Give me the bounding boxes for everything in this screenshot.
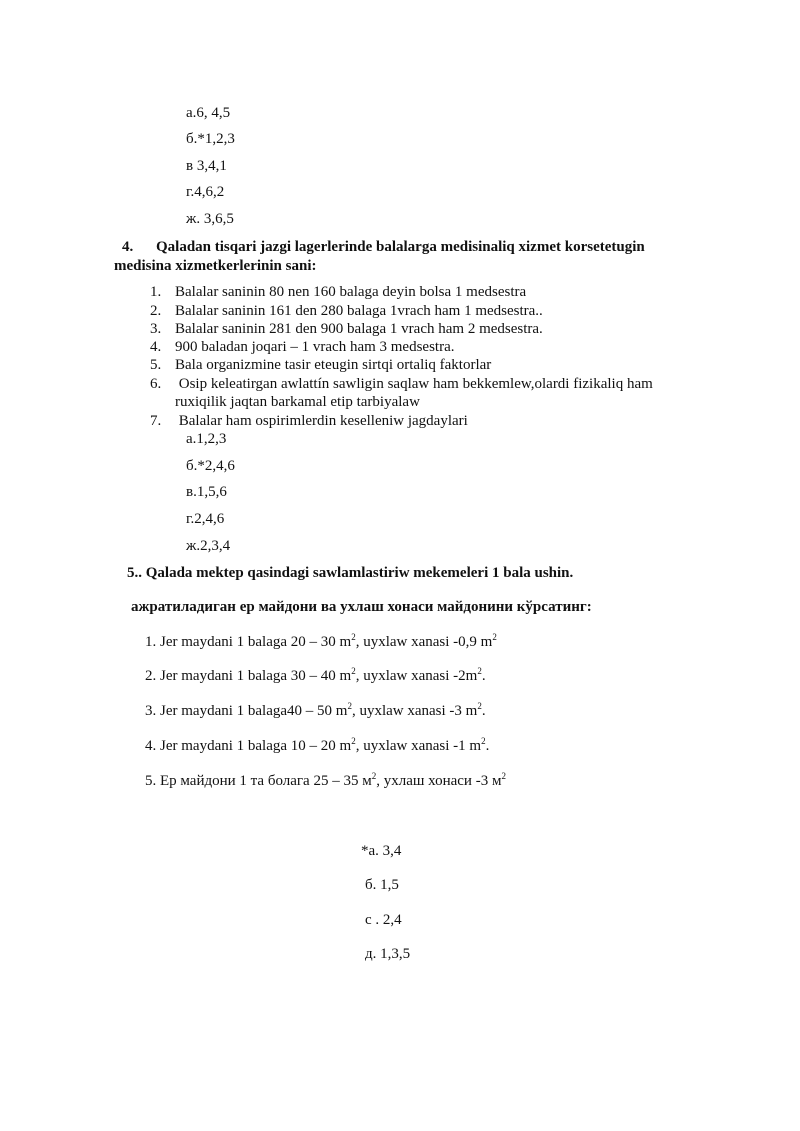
q5-item-exponent: 2 — [477, 666, 482, 676]
q4-item-text: 900 baladan joqari – 1 vrach ham 3 medsestra. — [175, 339, 455, 355]
q4-answer-a: а.1,2,3 — [186, 431, 227, 447]
q5-item-text: . — [481, 668, 486, 684]
q4-item-number: 1. — [150, 284, 162, 300]
q4-answer-c: в.1,5,6 — [186, 484, 227, 500]
q3-answer-c: в 3,4,1 — [186, 158, 227, 174]
q5-item-exponent: 2 — [501, 771, 506, 781]
q5-item-text: 5. Ер майдони 1 та болага 25 – 35 м — [145, 773, 372, 789]
q4-item-6 — [150, 375, 653, 393]
q4-item-3 — [150, 320, 543, 338]
q5-item-text: . — [485, 738, 490, 754]
q4-item-text: Osip keleatirgan awlattín sawligin saqlaw ham bekkemlew,olardi fizikaliq ham — [175, 376, 653, 392]
q4-answer-d: г.2,4,6 — [186, 511, 225, 527]
q5-item-exponent: 2 — [351, 632, 356, 642]
q4-item-5 — [150, 356, 491, 374]
q3-answer-d: г.4,6,2 — [186, 184, 225, 200]
q5-item-text: , uyxlaw xanasi -0,9 m — [355, 634, 493, 650]
q5-item-text: 3. Jer maydani 1 balaga40 – 50 m — [145, 703, 348, 719]
q4-item-4 — [150, 338, 455, 356]
q4-item-number: 4. — [150, 339, 162, 355]
q4-answer-b: б.*2,4,6 — [186, 458, 235, 474]
q5-item-text: , uyxlaw xanasi -3 m — [351, 703, 478, 719]
q5-item-exponent: 2 — [481, 736, 486, 746]
q5-item-4 — [145, 737, 489, 755]
q4-item-number: 6. — [150, 376, 162, 392]
q5-item-text: , uyxlaw xanasi -2m — [355, 668, 478, 684]
q4-item-text: Balalar saninin 161 den 280 balaga 1vrach ham 1 medsestra.. — [175, 303, 543, 319]
q5-item-exponent: 2 — [347, 701, 352, 711]
q4-item-text: Bala organizmine tasir eteugin sirtqi ortaliq faktorlar — [175, 357, 492, 373]
q4-item-number: 3. — [150, 321, 162, 337]
q4-item-2 — [150, 302, 543, 320]
q5-item-5 — [145, 772, 506, 790]
q3-answer-a: а.6, 4,5 — [186, 105, 231, 121]
q5-item-text: . — [481, 703, 486, 719]
q4-title-line1: Qaladan tisqari jazgi lagerlerinde balalarga medisinaliq xizmet korsetetugin — [156, 239, 645, 255]
q5-item-text: , uyxlaw xanasi -1 m — [355, 738, 482, 754]
q5-item-1 — [145, 633, 497, 651]
q4-item-text: Balalar saninin 281 den 900 balaga 1 vrach ham 2 medsestra. — [175, 321, 543, 337]
q5-item-exponent: 2 — [371, 771, 377, 781]
q4-title-line2: medisina xizmetkerlerinin sani: — [114, 258, 317, 274]
q4-item-text: Balalar saninin 80 nen 160 balaga deyin bolsa 1 medsestra — [175, 284, 527, 300]
q4-number: 4. — [122, 239, 134, 255]
q4-item-number: 2. — [150, 303, 162, 319]
q5-item-exponent: 2 — [477, 701, 482, 711]
q5-item-3 — [145, 702, 486, 720]
q5-answer-a: *а. 3,4 — [361, 843, 402, 859]
q5-item-exponent: 2 — [351, 666, 356, 676]
q5-answer-c: с . 2,4 — [365, 912, 402, 928]
q4-item-1 — [150, 283, 526, 301]
q5-answer-d: д. 1,3,5 — [365, 946, 411, 962]
q5-item-text: 2. Jer maydani 1 balaga 30 – 40 m — [145, 668, 352, 684]
q5-item-exponent: 2 — [351, 736, 356, 746]
q5-title-line2: ажратиладиган ер майдони ва ухлаш хонаси майдонини кўрсатинг: — [131, 599, 592, 615]
q5-answer-b: б. 1,5 — [365, 877, 399, 893]
q5-title-line1: 5.. Qalada mektep qasindagi sawlamlastiriw mekemeleri 1 bala ushin. — [127, 565, 574, 581]
q4-item-6-continuation: ruxiqilik jaqtan barkamal etip tarbiyalaw — [175, 394, 420, 410]
q3-answer-b: б.*1,2,3 — [186, 131, 235, 147]
q5-item-text: 1. Jer maydani 1 balaga 20 – 30 m — [145, 634, 352, 650]
q4-item-number: 5. — [150, 357, 162, 373]
q5-item-text: , ухлаш хонаси -3 м — [376, 773, 502, 789]
q5-item-2 — [145, 667, 486, 685]
q5-item-text: 4. Jer maydani 1 balaga 10 – 20 m — [145, 738, 352, 754]
q4-item-number: 7. — [150, 413, 162, 429]
q5-item-exponent: 2 — [492, 632, 497, 642]
q4-item-7 — [150, 412, 468, 430]
q4-item-text: Balalar ham ospirimlerdin keselleniw jagdaylari — [175, 413, 468, 429]
q3-answer-e: ж. 3,6,5 — [186, 211, 234, 227]
q4-answer-e: ж.2,3,4 — [186, 538, 231, 554]
